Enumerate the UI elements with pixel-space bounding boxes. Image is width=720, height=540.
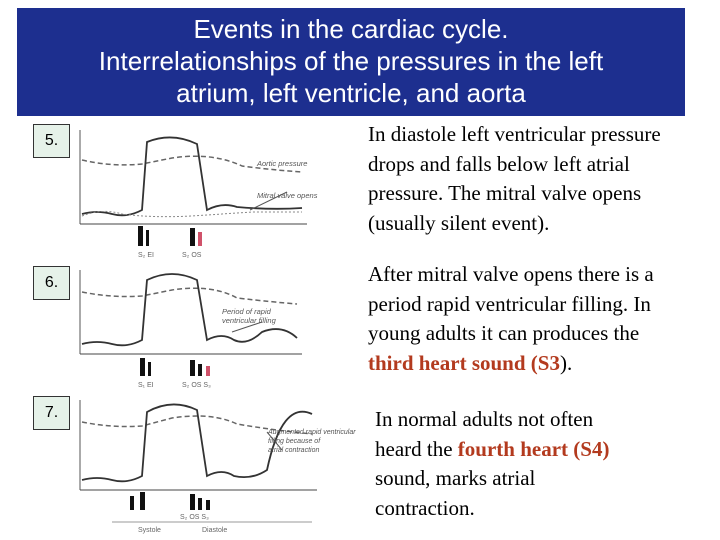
s4-sound-bar	[130, 496, 134, 510]
s2-sound-bar	[190, 360, 195, 376]
os-sound-bar	[198, 364, 202, 376]
description-5-line-1: In diastole left ventricular pressure	[368, 122, 661, 146]
label-systole: Systole	[138, 527, 161, 534]
description-5-line-4: (usually silent event).	[368, 210, 550, 235]
description-5	[368, 120, 661, 238]
title-line-1: Events in the cardiac cycle.	[193, 14, 509, 44]
label-s1-ei: S₂ EI	[138, 252, 154, 259]
pressure-diagram-6	[72, 262, 352, 392]
description-6-line-4-end: ).	[559, 350, 573, 375]
description-6-line-2: period rapid ventricular filling. In	[368, 291, 651, 316]
description-6-line-3: young adults it can produces the	[368, 321, 640, 345]
label-filling-because: filling because of	[268, 438, 321, 445]
label-period-rapid: Period of rapid	[222, 307, 271, 316]
highlight-s4: fourth heart (S4)	[457, 436, 610, 461]
title-banner	[17, 8, 685, 116]
s2-sound-bar	[190, 228, 195, 246]
os-sound-bar	[198, 232, 202, 246]
label-augmented-rapid: Augmented rapid ventricular	[268, 429, 356, 436]
aortic-pressure-curve	[82, 288, 297, 304]
description-7-line-2	[375, 435, 609, 465]
description-7-line-2-start: heard the	[375, 436, 458, 461]
label-aortic-pressure: Aortic pressure	[257, 159, 308, 168]
s3-sound-bar	[206, 500, 210, 510]
sound-bar	[146, 230, 149, 246]
description-5-line-2: drops and falls below left atrial	[368, 151, 630, 176]
description-7-line-3: sound, marks atrial	[375, 466, 536, 490]
label-ventricular-filling: ventricular filling	[222, 316, 276, 325]
description-7-line-4: contraction.	[375, 495, 475, 520]
ventricular-pressure-curve	[82, 137, 302, 215]
label-mitral-valve-opens: Mitral valve opens	[257, 191, 318, 200]
label-s2-os: S₂ OS	[182, 252, 202, 259]
os-sound-bar	[198, 498, 202, 510]
label-s1-ei: S₁ EI	[138, 382, 154, 389]
label-s2-os-s3: S₂ OS S₃	[182, 382, 211, 389]
s1-sound-bar	[140, 492, 145, 510]
sound-bar	[148, 362, 151, 376]
pressure-diagram-5	[72, 122, 352, 264]
s1-sound-bar	[138, 226, 143, 246]
s1-sound-bar	[140, 358, 145, 376]
description-5-line-3: pressure. The mitral valve opens	[368, 181, 642, 205]
highlight-s3: third heart sound (S3	[368, 350, 560, 375]
step-number-6: 6.	[33, 266, 70, 300]
pressure-diagram-7	[72, 392, 362, 537]
description-6-line-1: After mitral valve opens there is a	[368, 262, 654, 286]
label-atrial-contraction: atrial contraction	[268, 447, 320, 454]
label-s2-os-s3: S₂ OS S₃	[180, 514, 209, 521]
s3-sound-bar	[206, 366, 210, 376]
description-6	[368, 260, 654, 378]
step-number-5: 5.	[33, 124, 70, 158]
step-number-7: 7.	[33, 396, 70, 430]
description-6-line-4	[368, 349, 654, 379]
description-7	[375, 405, 609, 523]
title-line-3: atrium, left ventricle, and aorta	[176, 78, 526, 108]
label-diastole: Diastole	[202, 527, 228, 534]
s2-sound-bar	[190, 494, 195, 510]
title-line-2: Interrelationships of the pressures in the left	[98, 46, 604, 76]
description-7-line-1: In normal adults not often	[375, 407, 594, 431]
